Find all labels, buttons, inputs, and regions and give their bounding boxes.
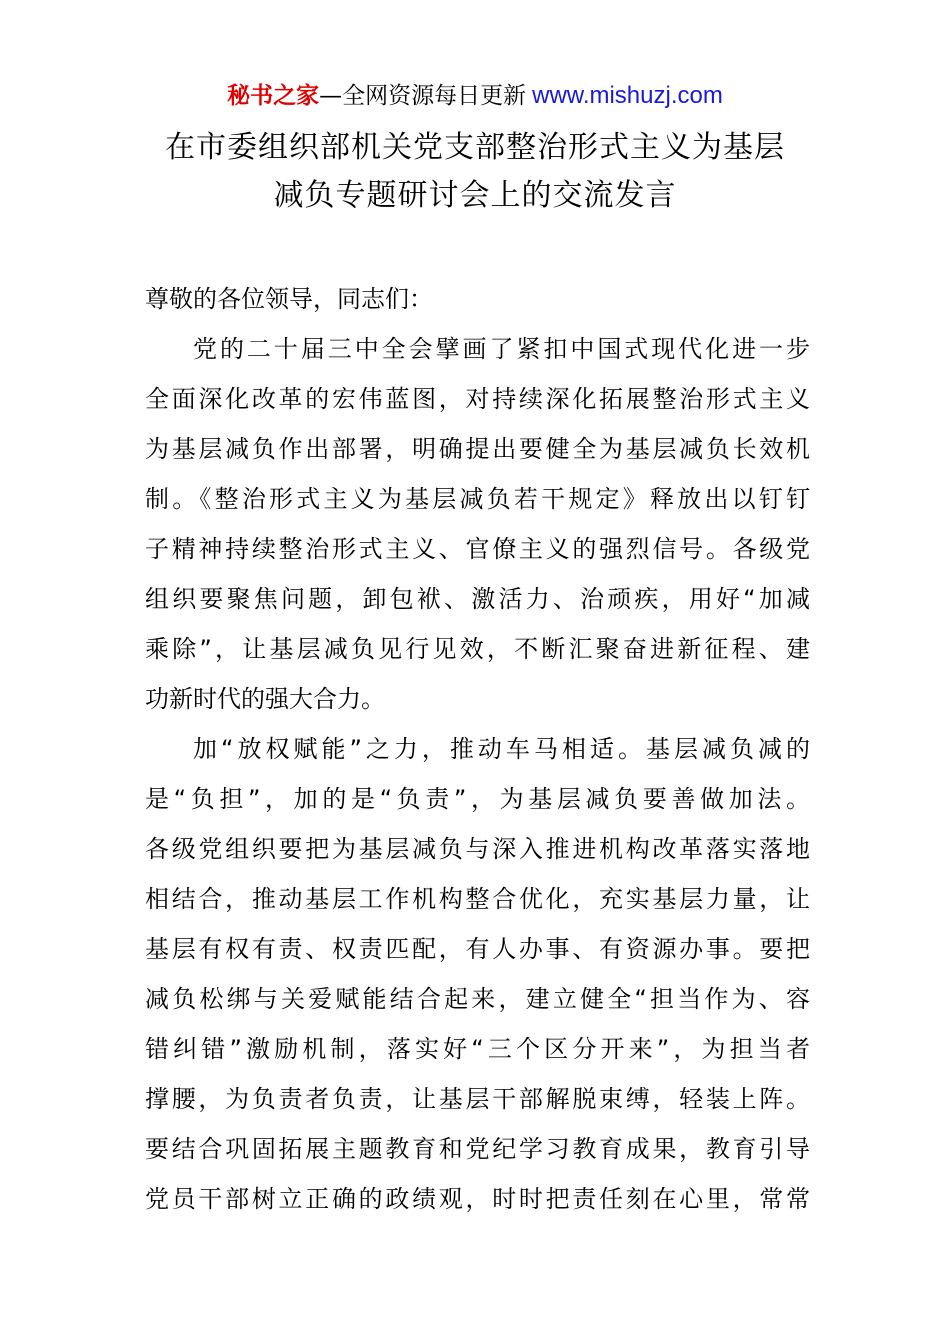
text-line: 相结合，推动基层工作机构整合优化，充实基层力量，让 [145, 885, 810, 913]
text-line: 全面深化改革的宏伟蓝图，对持续深化拓展整治形式主义 [145, 385, 810, 413]
paragraph-1 [145, 324, 810, 724]
title-line-1: 在市委组织部机关党支部整治形式主义为基层 [165, 130, 785, 165]
text-line: 基层有权有责、权责匹配，有人办事、有资源办事。要把 [145, 935, 810, 963]
text-line: 要结合巩固拓展主题教育和党纪学习教育成果，教育引导 [145, 1135, 810, 1163]
site-url-link[interactable]: www.mishuzj.com [532, 82, 723, 109]
text-line: 党员干部树立正确的政绩观，时时把责任刻在心里，常常 [145, 1185, 810, 1213]
text-line: 为基层减负作出部署，明确提出要健全为基层减负长效机 [145, 435, 810, 463]
text-line: 各级党组织要把为基层减负与深入推进机构改革落实落地 [145, 835, 810, 863]
salutation: 尊敬的各位领导，同志们： [145, 285, 433, 313]
title-line-2: 减负专题研讨会上的交流发言 [273, 178, 677, 213]
text-line: 撑腰，为负责者负责，让基层干部解脱束缚，轻装上阵。 [145, 1085, 810, 1113]
document-body [145, 324, 810, 1224]
site-header [0, 80, 950, 112]
document-title [0, 124, 950, 220]
text-line: 功新时代的强大合力。 [145, 685, 385, 713]
text-line: 加“放权赋能”之力，推动车马相适。基层减负减的 [193, 735, 810, 763]
text-line: 是“负担”，加的是“负责”，为基层减负要善做加法。 [145, 785, 810, 813]
text-line: 党的二十届三中全会擘画了紧扣中国式现代化进一步 [193, 335, 810, 363]
text-line: 组织要聚焦问题，卸包袱、激活力、治顽疾，用好“加减 [145, 585, 810, 613]
text-line: 减负松绑与关爱赋能结合起来，建立健全“担当作为、容 [145, 985, 810, 1013]
text-line: 乘除”，让基层减负见行见效，不断汇聚奋进新征程、建 [145, 635, 810, 663]
text-line: 子精神持续整治形式主义、官僚主义的强烈信号。各级党 [145, 535, 810, 563]
text-line: 制。《整治形式主义为基层减负若干规定》释放出以钉钉 [145, 485, 810, 513]
text-line: 错纠错”激励机制，落实好“三个区分开来”，为担当者 [145, 1035, 810, 1063]
site-brand: 秘书之家 [227, 83, 320, 109]
paragraph-2 [145, 724, 810, 1224]
site-tagline: —全网资源每日更新 [319, 83, 527, 109]
